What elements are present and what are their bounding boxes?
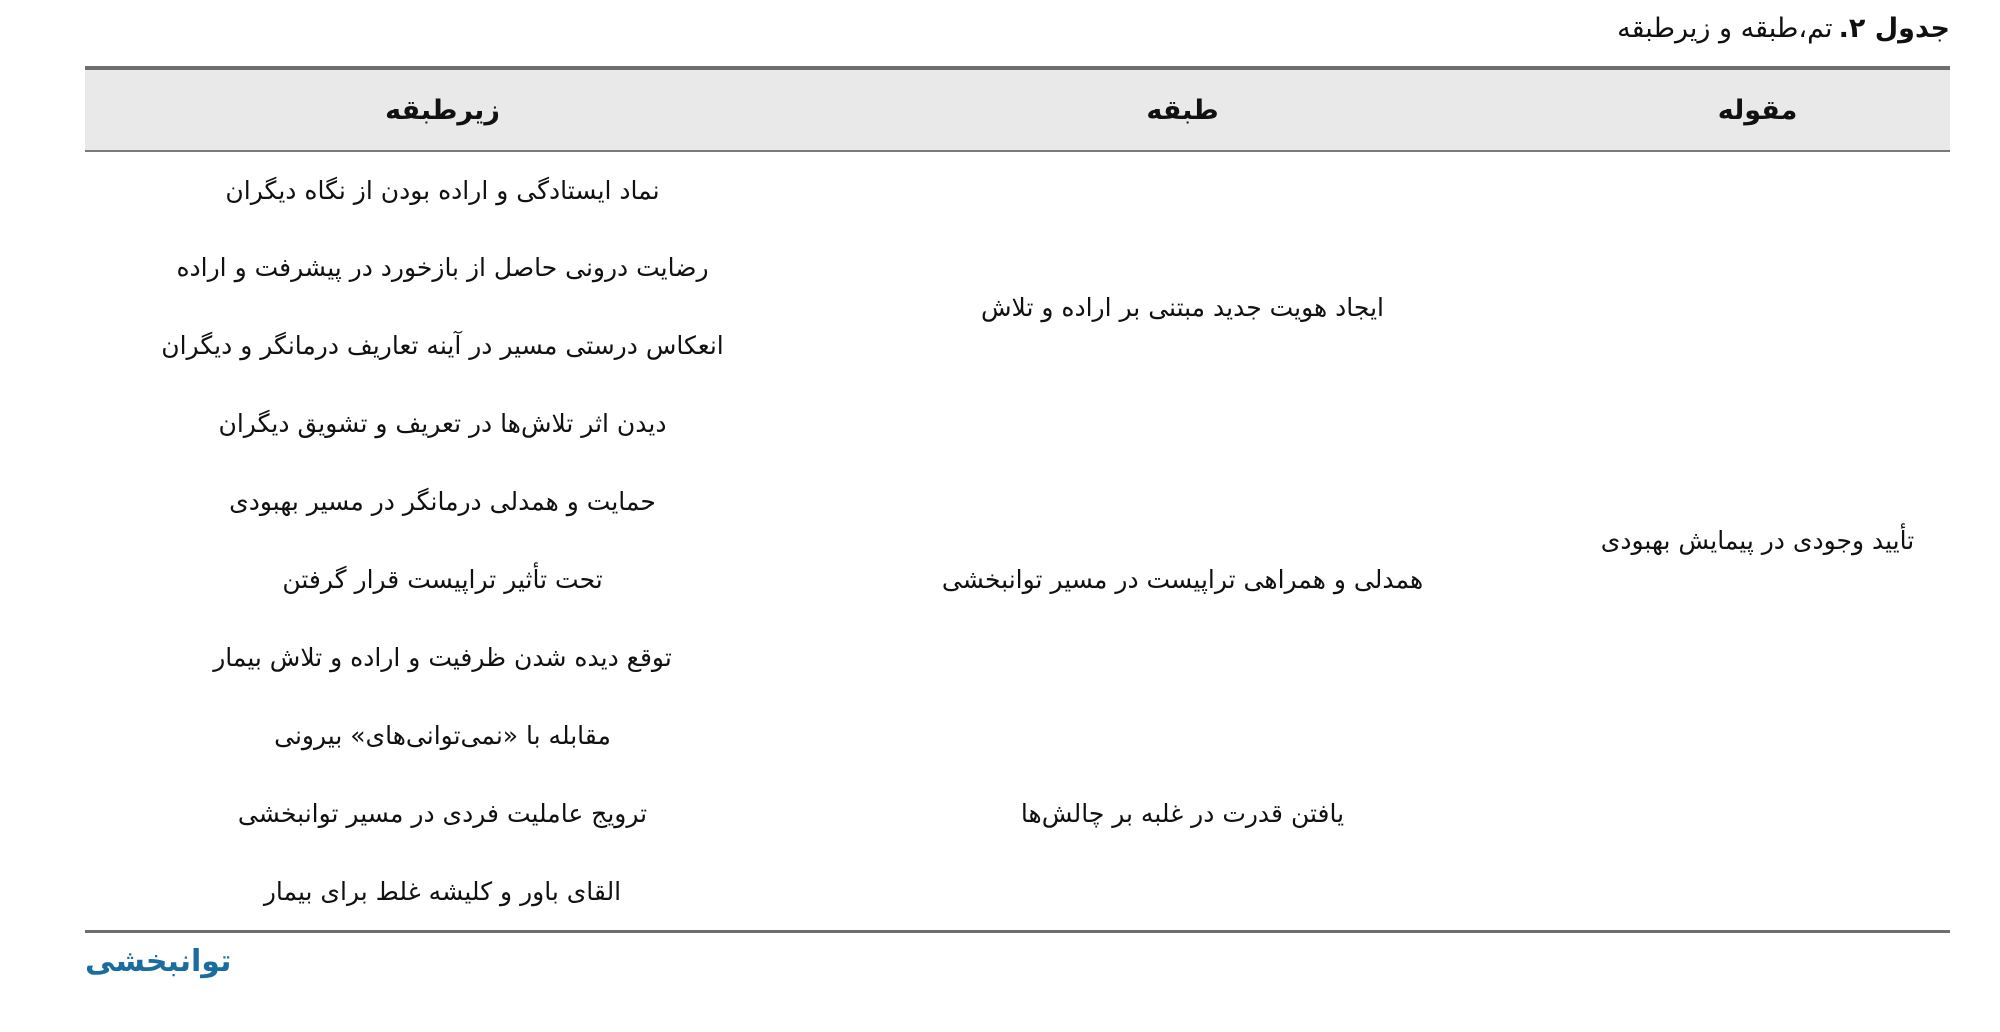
subcategory-cell: تحت تأثیر تراپیست قرار گرفتن [282,565,603,595]
themes-table [85,66,1950,933]
caption-label: جدول ۲. [1838,13,1950,44]
header-row [85,68,1950,151]
table-caption [1617,10,1950,48]
journal-logo: توانبخشی [85,944,232,979]
subcategory-cell: نماد ایستادگی و اراده بودن از نگاه دیگران [225,175,660,205]
category-cell: تأیید وجودی در پیمایش بهبودی [1600,526,1915,555]
subcategory-cell: انعکاس درستی مسیر در آینه تعاریف درمانگر و دیگران [161,331,724,361]
column-header-category: مقوله [1565,68,1950,151]
class-cell: همدلی و همراهی تراپیست در مسیر توانبخشی [941,565,1424,595]
subcategory-cell: حمایت و همدلی درمانگر در مسیر بهبودی [229,487,656,517]
class-cell: یافتن قدرت در غلبه بر چالش‌ها [1020,798,1345,828]
subcategory-cell: توقع دیده شدن ظرفیت و اراده و تلاش بیمار [213,643,672,673]
subcategory-cell: ترویج عاملیت فردی در مسیر توانبخشی [237,799,648,829]
caption-text: تم،طبقه و زیرطبقه [1617,13,1833,44]
table-row [85,151,1950,229]
column-header-class: طبقه [800,68,1565,151]
column-header-subcategory: زیرطبقه [85,68,800,151]
class-cell: ایجاد هویت جدید مبتنی بر اراده و تلاش [981,292,1384,322]
subcategory-cell: رضایت درونی حاصل از بازخورد در پیشرفت و اراده [176,253,709,283]
subcategory-cell: مقابله با «نمی‌توانی‌های» بیرونی [274,721,611,751]
subcategory-cell: دیدن اثر تلاش‌ها در تعریف و تشویق دیگران [218,409,667,439]
subcategory-cell: القای باور و کلیشه غلط برای بیمار [263,876,622,906]
